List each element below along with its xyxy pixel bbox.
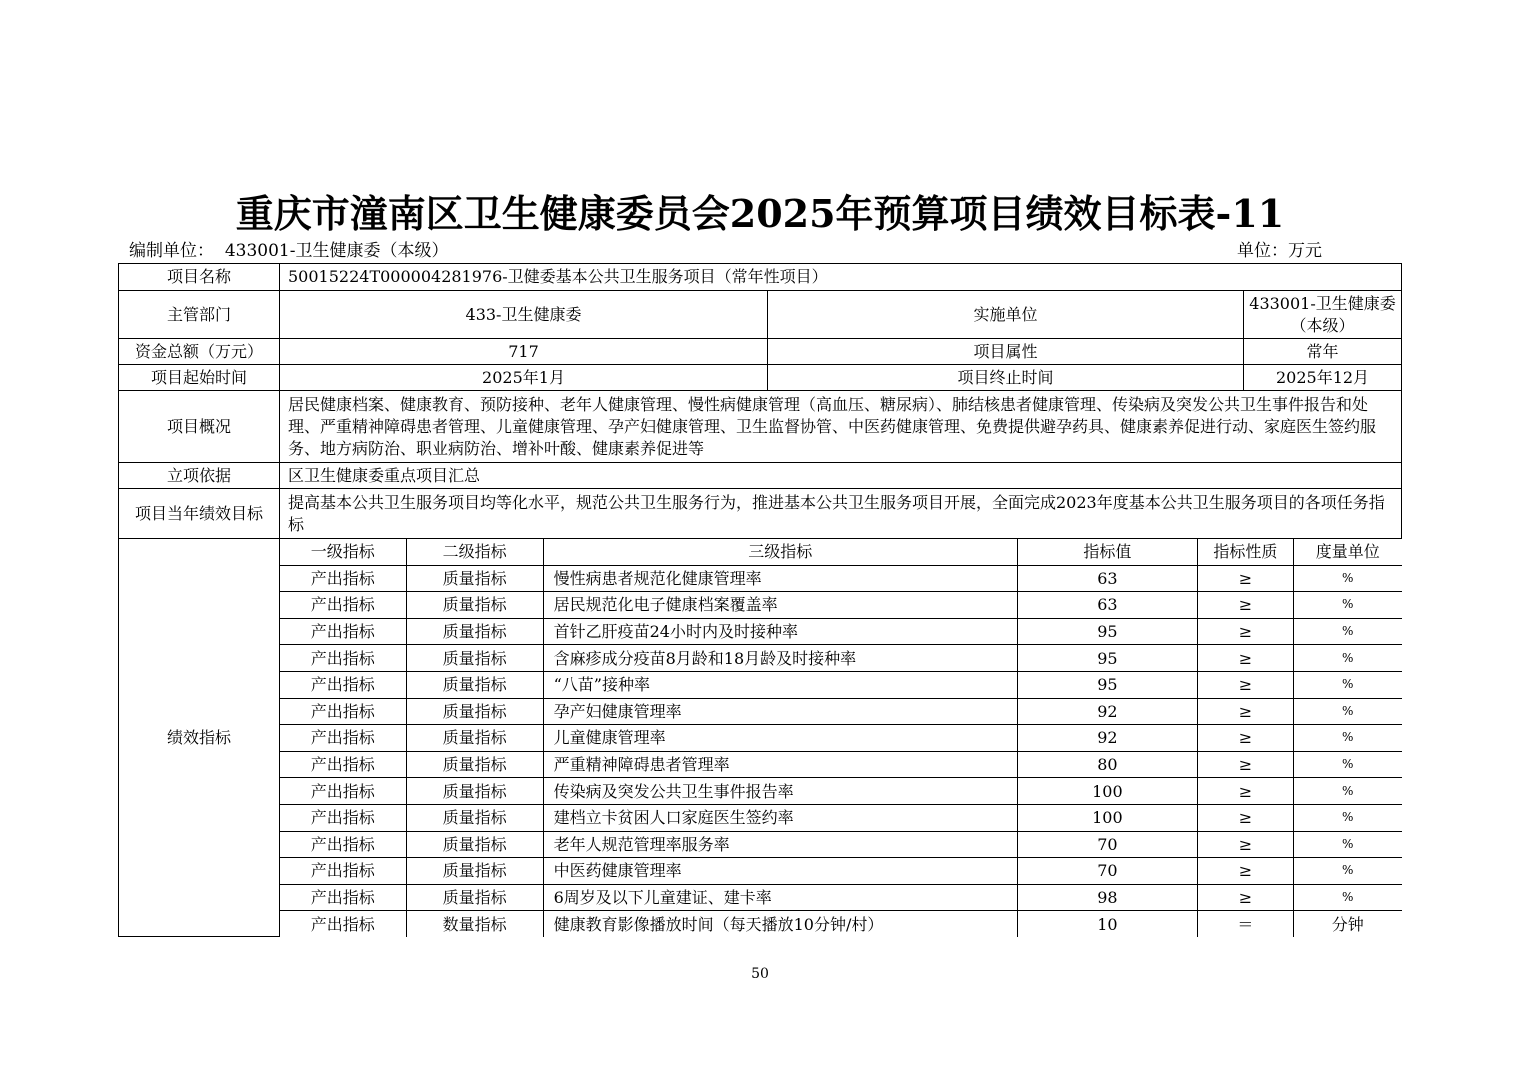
indicator-nature: ≥ [1197, 858, 1293, 885]
project-name-label: 项目名称 [119, 264, 280, 291]
indicator-nature: ≥ [1197, 884, 1293, 911]
indicator-unit: % [1293, 831, 1401, 858]
indicator-level1: 产出指标 [280, 565, 406, 592]
indicator-level2: 质量指标 [406, 884, 543, 911]
indicator-level2: 数量指标 [406, 911, 543, 937]
page-number: 50 [751, 966, 769, 982]
indicator-level3: 老年人规范管理率服务率 [543, 831, 1017, 858]
overview-label: 项目概况 [119, 391, 280, 463]
indicator-row [280, 645, 1402, 672]
project-name-value: 50015224T000004281976-卫健委基本公共卫生服务项目（常年性项目） [280, 264, 1402, 291]
indicator-value: 80 [1017, 751, 1197, 778]
indicator-row [280, 911, 1402, 937]
indicator-level3: 严重精神障碍患者管理率 [543, 751, 1017, 778]
indicator-level2: 质量指标 [406, 751, 543, 778]
header-level2: 二级指标 [406, 539, 543, 565]
indicator-level2: 质量指标 [406, 778, 543, 805]
indicator-level3: 健康教育影像播放时间（每天播放10分钟/村） [543, 911, 1017, 937]
indicator-level3: 传染病及突发公共卫生事件报告率 [543, 778, 1017, 805]
indicator-level1: 产出指标 [280, 778, 406, 805]
end-label: 项目终止时间 [768, 365, 1244, 391]
indicator-level1: 产出指标 [280, 725, 406, 752]
indicator-level1: 产出指标 [280, 618, 406, 645]
indicator-row [280, 831, 1402, 858]
impl-label: 实施单位 [768, 291, 1244, 339]
indicator-value: 100 [1017, 778, 1197, 805]
indicator-row [280, 884, 1402, 911]
indicator-value: 100 [1017, 804, 1197, 831]
indicator-level1: 产出指标 [280, 671, 406, 698]
dept-value: 433-卫生健康委 [280, 291, 768, 339]
indicator-nature: ≥ [1197, 778, 1293, 805]
indicator-level3: 孕产妇健康管理率 [543, 698, 1017, 725]
indicator-level3: 含麻疹成分疫苗8月龄和18月龄及时接种率 [543, 645, 1017, 672]
indicator-level3: 慢性病患者规范化健康管理率 [543, 565, 1017, 592]
indicator-value: 63 [1017, 592, 1197, 619]
indicator-value: 70 [1017, 831, 1197, 858]
indicator-level2: 质量指标 [406, 565, 543, 592]
indicator-level3: 儿童健康管理率 [543, 725, 1017, 752]
unit-text: 单位：万元 [1237, 241, 1322, 261]
indicator-nature: ≥ [1197, 804, 1293, 831]
indicator-value: 63 [1017, 565, 1197, 592]
indicator-unit: % [1293, 698, 1401, 725]
indicator-level1: 产出指标 [280, 645, 406, 672]
org-value: 433001-卫生健康委（本级） [224, 241, 449, 261]
indicator-header-row [280, 539, 1402, 565]
indicator-value: 10 [1017, 911, 1197, 937]
indicator-value: 92 [1017, 698, 1197, 725]
perf-label: 绩效指标 [119, 539, 280, 937]
indicator-value: 95 [1017, 618, 1197, 645]
indicator-level2: 质量指标 [406, 618, 543, 645]
indicator-level2: 质量指标 [406, 725, 543, 752]
attr-value: 常年 [1244, 339, 1402, 365]
header-level1: 一级指标 [280, 539, 406, 565]
indicator-row [280, 671, 1402, 698]
indicator-nature: ≥ [1197, 698, 1293, 725]
indicator-cell [280, 539, 1402, 937]
header-level3: 三级指标 [543, 539, 1017, 565]
fund-label: 资金总额（万元） [119, 339, 280, 365]
indicator-nature: ≥ [1197, 671, 1293, 698]
indicator-row [280, 565, 1402, 592]
indicator-unit: % [1293, 858, 1401, 885]
indicator-unit: % [1293, 725, 1401, 752]
indicator-level3: 首针乙肝疫苗24小时内及时接种率 [543, 618, 1017, 645]
indicator-unit: % [1293, 618, 1401, 645]
indicator-level3: 建档立卡贫困人口家庭医生签约率 [543, 804, 1017, 831]
impl-value: 433001-卫生健康委（本级） [1244, 291, 1402, 339]
indicator-unit: % [1293, 804, 1401, 831]
indicator-row [280, 778, 1402, 805]
indicator-level2: 质量指标 [406, 645, 543, 672]
indicator-row [280, 618, 1402, 645]
indicator-unit: 分钟 [1293, 911, 1401, 937]
indicator-nature: ≥ [1197, 725, 1293, 752]
indicator-value: 70 [1017, 858, 1197, 885]
indicator-nature: ≥ [1197, 565, 1293, 592]
org-line [129, 240, 448, 262]
indicator-level3: “八苗”接种率 [543, 671, 1017, 698]
header-nature: 指标性质 [1197, 539, 1293, 565]
indicator-level1: 产出指标 [280, 751, 406, 778]
org-label: 编制单位： [129, 241, 214, 261]
indicator-unit: % [1293, 884, 1401, 911]
indicator-level2: 质量指标 [406, 804, 543, 831]
indicator-level2: 质量指标 [406, 698, 543, 725]
indicator-unit: % [1293, 751, 1401, 778]
basis-value: 区卫生健康委重点项目汇总 [280, 463, 1402, 489]
indicator-unit: % [1293, 778, 1401, 805]
indicator-nature: ≥ [1197, 645, 1293, 672]
indicator-level2: 质量指标 [406, 831, 543, 858]
indicator-level1: 产出指标 [280, 911, 406, 937]
basis-label: 立项依据 [119, 463, 280, 489]
indicator-row [280, 698, 1402, 725]
header-value: 指标值 [1017, 539, 1197, 565]
indicator-level1: 产出指标 [280, 698, 406, 725]
indicator-level1: 产出指标 [280, 831, 406, 858]
indicator-unit: % [1293, 592, 1401, 619]
document-title: 重庆市潼南区卫生健康委员会2025年预算项目绩效目标表-11 [235, 191, 1285, 236]
indicator-unit: % [1293, 645, 1401, 672]
indicator-value: 92 [1017, 725, 1197, 752]
indicator-row [280, 858, 1402, 885]
overview-value: 居民健康档案、健康教育、预防接种、老年人健康管理、慢性病健康管理（高血压、糖尿病）、肺结核患者健康管理、传染病及突发公共卫生事件报告和处理、严重精神障碍患者管理、儿童健康管理、孕产妇健康管理、卫生监督协管、中医药健康管理、免费提供避孕药具、健康素养促进行动、家庭医生签约服务、地方病防治、职业病防治、增补叶酸、健康素养促进等 [280, 391, 1402, 463]
indicator-row [280, 592, 1402, 619]
attr-label: 项目属性 [768, 339, 1244, 365]
indicator-level2: 质量指标 [406, 592, 543, 619]
indicator-nature: ＝ [1197, 911, 1293, 937]
indicator-body [280, 539, 1402, 937]
indicator-row [280, 804, 1402, 831]
indicator-value: 98 [1017, 884, 1197, 911]
indicator-value: 95 [1017, 671, 1197, 698]
fund-value: 717 [280, 339, 768, 365]
header-unit: 度量单位 [1293, 539, 1401, 565]
start-label: 项目起始时间 [119, 365, 280, 391]
goal-label: 项目当年绩效目标 [119, 489, 280, 539]
indicator-row [280, 725, 1402, 752]
indicator-level3: 6周岁及以下儿童建证、建卡率 [543, 884, 1017, 911]
end-value: 2025年12月 [1244, 365, 1402, 391]
indicator-level3: 中医药健康管理率 [543, 858, 1017, 885]
dept-label: 主管部门 [119, 291, 280, 339]
indicator-level2: 质量指标 [406, 858, 543, 885]
indicator-value: 95 [1017, 645, 1197, 672]
indicator-unit: % [1293, 565, 1401, 592]
indicator-level1: 产出指标 [280, 884, 406, 911]
indicator-level1: 产出指标 [280, 804, 406, 831]
start-value: 2025年1月 [280, 365, 768, 391]
indicator-row [280, 751, 1402, 778]
indicator-level1: 产出指标 [280, 592, 406, 619]
indicator-level3: 居民规范化电子健康档案覆盖率 [543, 592, 1017, 619]
indicator-nature: ≥ [1197, 618, 1293, 645]
indicator-nature: ≥ [1197, 831, 1293, 858]
indicator-unit: % [1293, 671, 1401, 698]
indicator-nature: ≥ [1197, 592, 1293, 619]
indicator-level2: 质量指标 [406, 671, 543, 698]
performance-table [118, 263, 1402, 937]
indicator-nature: ≥ [1197, 751, 1293, 778]
indicator-level1: 产出指标 [280, 858, 406, 885]
goal-value: 提高基本公共卫生服务项目均等化水平，规范公共卫生服务行为，推进基本公共卫生服务项目开展，全面完成2023年度基本公共卫生服务项目的各项任务指标 [280, 489, 1402, 539]
indicator-table [280, 539, 1402, 937]
